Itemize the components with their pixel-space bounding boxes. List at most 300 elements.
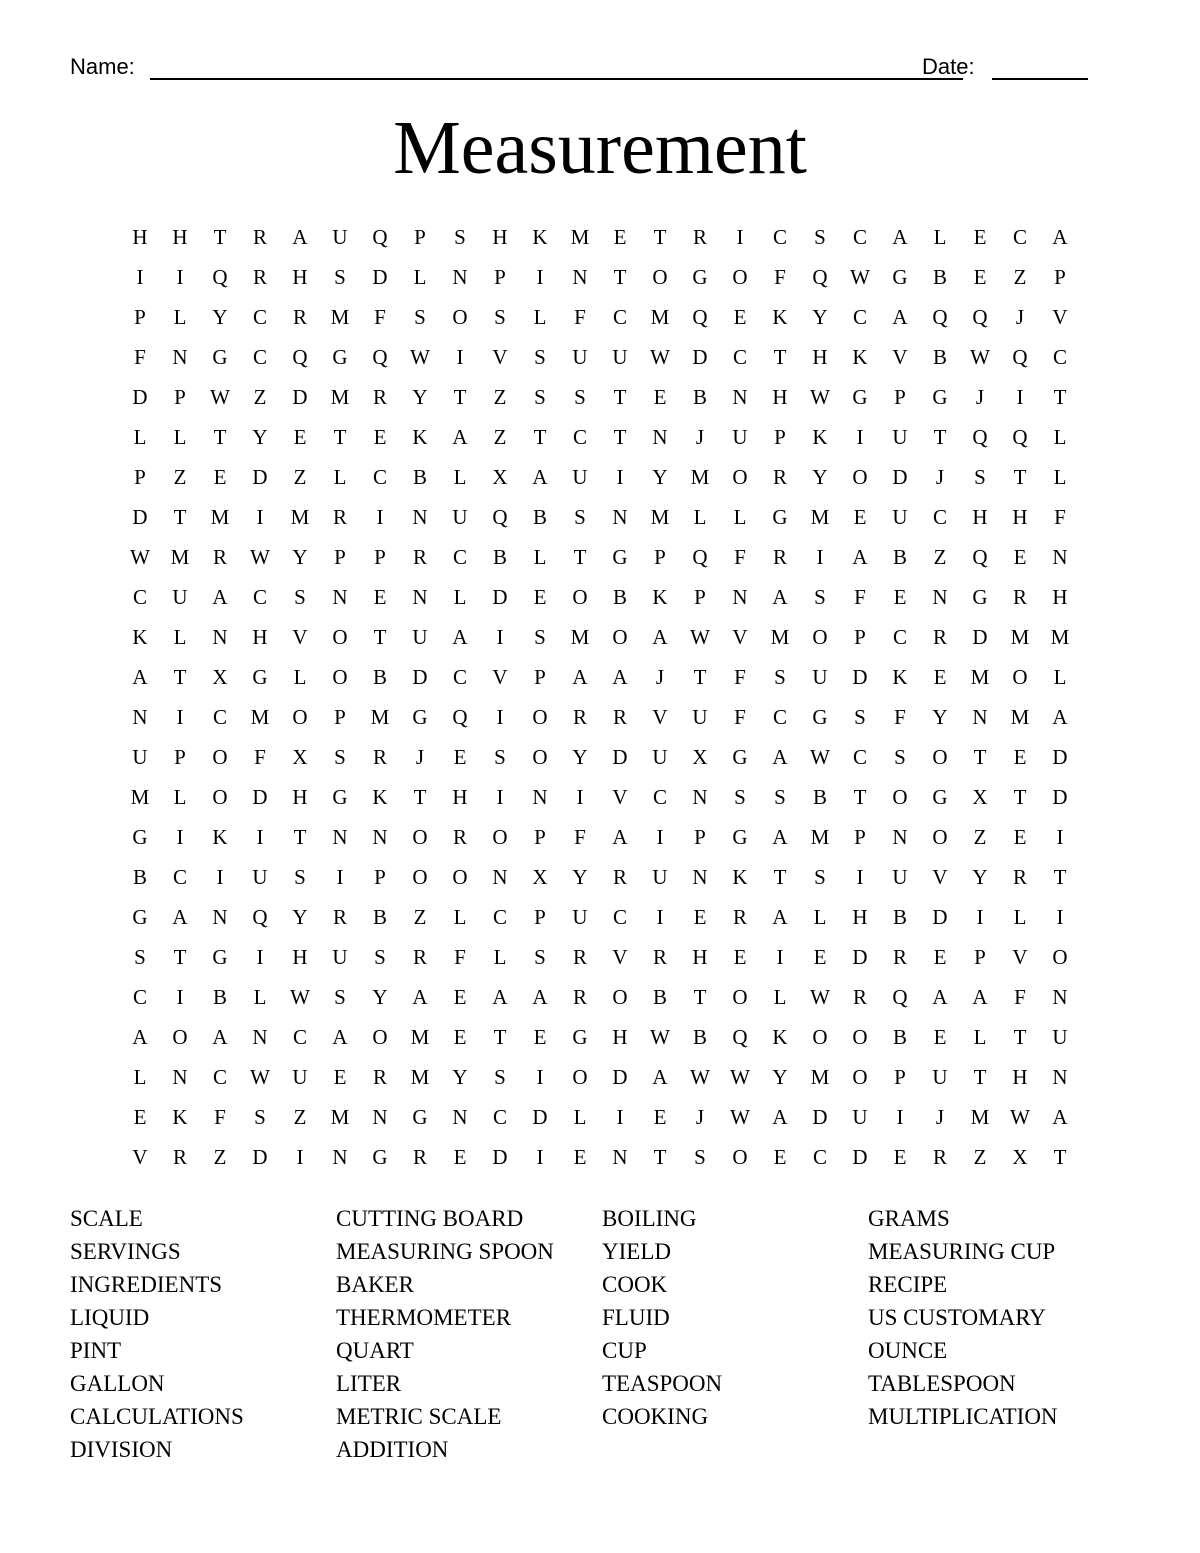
grid-letter: Q bbox=[1012, 345, 1028, 369]
grid-letter: G bbox=[892, 265, 908, 289]
grid-letter: Y bbox=[812, 305, 828, 329]
grid-letter: Z bbox=[173, 465, 187, 489]
grid-letter: G bbox=[252, 665, 268, 689]
grid-letter: Z bbox=[293, 1105, 307, 1129]
grid-letter: J bbox=[1015, 305, 1025, 329]
grid-letter: G bbox=[212, 945, 228, 969]
grid-letter: C bbox=[292, 1025, 307, 1049]
grid-letter: U bbox=[892, 425, 908, 449]
grid-letter: B bbox=[612, 585, 627, 609]
grid-letter: T bbox=[1053, 1145, 1067, 1169]
grid-letter: M bbox=[410, 1065, 430, 1089]
grid-letter: C bbox=[252, 585, 267, 609]
name-blank-line bbox=[150, 78, 963, 80]
grid-letter: E bbox=[453, 985, 467, 1009]
grid-letter: A bbox=[652, 625, 668, 649]
grid-letter: H bbox=[172, 225, 188, 249]
grid-letter: E bbox=[653, 1105, 667, 1129]
grid-letter: K bbox=[852, 345, 868, 369]
grid-letter: A bbox=[1052, 225, 1068, 249]
grid-letter: I bbox=[496, 705, 504, 729]
grid-letter: Y bbox=[572, 745, 588, 769]
grid-letter: B bbox=[652, 985, 667, 1009]
grid-letter: H bbox=[292, 785, 308, 809]
grid-letter: U bbox=[932, 1065, 948, 1089]
grid-letter: I bbox=[536, 265, 544, 289]
grid-letter: N bbox=[892, 825, 908, 849]
grid-letter: E bbox=[653, 385, 667, 409]
grid-letter: U bbox=[652, 865, 668, 889]
grid-letter: R bbox=[1012, 585, 1027, 609]
grid-letter: S bbox=[294, 585, 306, 609]
grid-letter: V bbox=[612, 945, 628, 969]
grid-letter: I bbox=[616, 1105, 624, 1129]
grid-letter: G bbox=[812, 705, 828, 729]
grid-letter: A bbox=[772, 745, 788, 769]
word-list-item: OUNCE bbox=[868, 1338, 948, 1363]
grid-letter: L bbox=[493, 945, 507, 969]
grid-letter: J bbox=[655, 665, 665, 689]
grid-letter: Y bbox=[652, 465, 668, 489]
grid-letter: D bbox=[492, 585, 508, 609]
grid-letter: C bbox=[252, 305, 267, 329]
grid-letter: E bbox=[373, 425, 387, 449]
grid-letter: S bbox=[414, 305, 426, 329]
grid-letter: B bbox=[892, 545, 907, 569]
grid-letter: C bbox=[772, 225, 787, 249]
grid-letter: V bbox=[652, 705, 668, 729]
grid-letter: K bbox=[132, 625, 148, 649]
date-label: Date: bbox=[922, 54, 975, 79]
grid-letter: L bbox=[533, 305, 547, 329]
grid-letter: D bbox=[852, 1145, 868, 1169]
grid-letter: P bbox=[974, 945, 986, 969]
grid-letter: Z bbox=[293, 465, 307, 489]
grid-letter: R bbox=[852, 985, 867, 1009]
grid-letter: L bbox=[1053, 465, 1067, 489]
grid-letter: H bbox=[492, 225, 508, 249]
grid-letter: N bbox=[212, 625, 228, 649]
grid-letter: P bbox=[414, 225, 426, 249]
grid-letter: M bbox=[570, 225, 590, 249]
grid-letter: O bbox=[452, 305, 468, 329]
grid-letter: C bbox=[492, 905, 507, 929]
grid-letter: R bbox=[412, 1145, 427, 1169]
word-list-item: GALLON bbox=[70, 1371, 165, 1396]
grid-letter: O bbox=[612, 625, 628, 649]
grid-letter: Q bbox=[732, 1025, 748, 1049]
grid-letter: L bbox=[693, 505, 707, 529]
grid-letter: B bbox=[372, 905, 387, 929]
grid-letter: O bbox=[532, 705, 548, 729]
grid-letter: W bbox=[250, 545, 270, 569]
grid-letter: R bbox=[372, 385, 387, 409]
grid-letter: D bbox=[852, 665, 868, 689]
grid-letter: B bbox=[812, 785, 827, 809]
grid-letter: E bbox=[693, 905, 707, 929]
word-list-item: SCALE bbox=[70, 1206, 143, 1231]
grid-letter: S bbox=[894, 745, 906, 769]
grid-letter: D bbox=[132, 505, 148, 529]
grid-letter: S bbox=[574, 385, 586, 409]
grid-letter: A bbox=[772, 825, 788, 849]
name-label: Name: bbox=[70, 54, 135, 79]
grid-letter: F bbox=[894, 705, 906, 729]
grid-letter: R bbox=[892, 945, 907, 969]
grid-letter: S bbox=[494, 1065, 506, 1089]
word-list-item: MEASURING SPOON bbox=[336, 1239, 554, 1264]
grid-letter: X bbox=[692, 745, 708, 769]
grid-row bbox=[120, 417, 1080, 457]
grid-letter: R bbox=[332, 905, 347, 929]
grid-row bbox=[120, 217, 1080, 257]
grid-letter: G bbox=[972, 585, 988, 609]
grid-letter: X bbox=[212, 665, 228, 689]
grid-row bbox=[120, 1017, 1080, 1057]
grid-letter: G bbox=[332, 345, 348, 369]
grid-row bbox=[120, 777, 1080, 817]
word-list-item: THERMOMETER bbox=[336, 1305, 512, 1330]
grid-letter: I bbox=[176, 705, 184, 729]
grid-letter: E bbox=[733, 945, 747, 969]
grid-letter: S bbox=[574, 505, 586, 529]
grid-letter: T bbox=[1013, 465, 1027, 489]
grid-letter: H bbox=[972, 505, 988, 529]
grid-letter: S bbox=[814, 225, 826, 249]
grid-letter: M bbox=[1010, 705, 1030, 729]
grid-letter: P bbox=[494, 265, 506, 289]
grid-letter: M bbox=[970, 665, 990, 689]
grid-letter: H bbox=[852, 905, 868, 929]
word-search-grid bbox=[120, 217, 1080, 1177]
grid-letter: L bbox=[333, 465, 347, 489]
grid-letter: V bbox=[932, 865, 948, 889]
grid-letter: Z bbox=[1013, 265, 1027, 289]
grid-row bbox=[120, 937, 1080, 977]
word-list-item: PINT bbox=[70, 1338, 122, 1363]
word-list-item: TEASPOON bbox=[602, 1371, 723, 1396]
grid-letter: E bbox=[973, 225, 987, 249]
grid-row bbox=[120, 617, 1080, 657]
grid-letter: A bbox=[612, 665, 628, 689]
word-list-item: YIELD bbox=[602, 1239, 671, 1264]
grid-letter: A bbox=[572, 665, 588, 689]
grid-letter: N bbox=[572, 265, 588, 289]
grid-letter: T bbox=[653, 225, 667, 249]
grid-letter: Q bbox=[892, 985, 908, 1009]
grid-letter: I bbox=[776, 945, 784, 969]
grid-letter: D bbox=[492, 1145, 508, 1169]
grid-letter: T bbox=[173, 665, 187, 689]
grid-letter: L bbox=[1053, 425, 1067, 449]
grid-letter: Q bbox=[372, 345, 388, 369]
grid-letter: O bbox=[732, 985, 748, 1009]
grid-letter: U bbox=[572, 345, 588, 369]
grid-letter: C bbox=[212, 1065, 227, 1089]
grid-letter: O bbox=[212, 745, 228, 769]
grid-letter: K bbox=[772, 1025, 788, 1049]
grid-letter: E bbox=[453, 745, 467, 769]
grid-letter: P bbox=[854, 825, 866, 849]
grid-letter: I bbox=[336, 865, 344, 889]
grid-letter: P bbox=[174, 385, 186, 409]
grid-letter: O bbox=[652, 265, 668, 289]
grid-row bbox=[120, 297, 1080, 337]
grid-letter: O bbox=[852, 1025, 868, 1049]
grid-letter: C bbox=[132, 585, 147, 609]
grid-letter: E bbox=[933, 665, 947, 689]
grid-letter: R bbox=[772, 545, 787, 569]
grid-letter: O bbox=[612, 985, 628, 1009]
grid-letter: O bbox=[932, 745, 948, 769]
grid-letter: W bbox=[730, 1105, 750, 1129]
grid-row bbox=[120, 377, 1080, 417]
grid-row bbox=[120, 697, 1080, 737]
word-list-item: DIVISION bbox=[70, 1437, 173, 1462]
grid-letter: N bbox=[172, 345, 188, 369]
grid-letter: M bbox=[690, 465, 710, 489]
grid-letter: E bbox=[533, 1025, 547, 1049]
grid-letter: E bbox=[973, 265, 987, 289]
grid-letter: M bbox=[210, 505, 230, 529]
grid-letter: P bbox=[374, 865, 386, 889]
grid-letter: Z bbox=[933, 545, 947, 569]
grid-letter: Y bbox=[372, 985, 388, 1009]
grid-letter: U bbox=[332, 225, 348, 249]
grid-row bbox=[120, 497, 1080, 537]
grid-letter: T bbox=[1053, 865, 1067, 889]
grid-letter: S bbox=[534, 385, 546, 409]
grid-letter: I bbox=[256, 825, 264, 849]
grid-letter: D bbox=[852, 945, 868, 969]
grid-letter: T bbox=[173, 505, 187, 529]
grid-letter: B bbox=[492, 545, 507, 569]
grid-letter: L bbox=[253, 985, 267, 1009]
grid-letter: L bbox=[133, 1065, 147, 1089]
grid-letter: N bbox=[332, 825, 348, 849]
grid-letter: R bbox=[932, 1145, 947, 1169]
grid-letter: C bbox=[172, 865, 187, 889]
grid-letter: T bbox=[333, 425, 347, 449]
grid-letter: W bbox=[290, 985, 310, 1009]
grid-letter: G bbox=[612, 545, 628, 569]
grid-letter: H bbox=[252, 625, 268, 649]
grid-letter: R bbox=[732, 905, 747, 929]
grid-letter: F bbox=[1054, 505, 1066, 529]
grid-letter: C bbox=[892, 625, 907, 649]
grid-letter: B bbox=[932, 265, 947, 289]
grid-letter: E bbox=[453, 1025, 467, 1049]
grid-letter: A bbox=[972, 985, 988, 1009]
grid-letter: H bbox=[1012, 1065, 1028, 1089]
grid-letter: W bbox=[650, 1025, 670, 1049]
grid-letter: U bbox=[892, 505, 908, 529]
grid-letter: O bbox=[732, 265, 748, 289]
grid-letter: S bbox=[494, 745, 506, 769]
grid-letter: A bbox=[852, 545, 868, 569]
grid-letter: T bbox=[1013, 1025, 1027, 1049]
grid-letter: Q bbox=[1012, 425, 1028, 449]
grid-letter: E bbox=[1013, 825, 1027, 849]
grid-letter: L bbox=[773, 985, 787, 1009]
grid-letter: C bbox=[812, 1145, 827, 1169]
grid-letter: A bbox=[932, 985, 948, 1009]
word-list-item: BOILING bbox=[602, 1206, 697, 1231]
grid-letter: L bbox=[533, 545, 547, 569]
grid-letter: E bbox=[933, 1025, 947, 1049]
grid-letter: I bbox=[656, 825, 664, 849]
word-list-item: RECIPE bbox=[868, 1272, 948, 1297]
grid-letter: J bbox=[975, 385, 985, 409]
grid-letter: U bbox=[572, 465, 588, 489]
grid-letter: U bbox=[652, 745, 668, 769]
grid-letter: M bbox=[650, 505, 670, 529]
grid-letter: F bbox=[1014, 985, 1026, 1009]
grid-letter: S bbox=[334, 745, 346, 769]
grid-letter: E bbox=[533, 585, 547, 609]
grid-letter: M bbox=[770, 625, 790, 649]
grid-letter: F bbox=[454, 945, 466, 969]
grid-letter: M bbox=[570, 625, 590, 649]
grid-letter: V bbox=[292, 625, 308, 649]
grid-letter: U bbox=[1052, 1025, 1068, 1049]
grid-letter: T bbox=[373, 625, 387, 649]
grid-letter: K bbox=[812, 425, 828, 449]
grid-letter: C bbox=[852, 305, 867, 329]
grid-letter: E bbox=[1013, 545, 1027, 569]
grid-letter: A bbox=[332, 1025, 348, 1049]
grid-letter: P bbox=[894, 1065, 906, 1089]
grid-letter: C bbox=[732, 345, 747, 369]
grid-letter: E bbox=[933, 945, 947, 969]
grid-letter: A bbox=[772, 585, 788, 609]
grid-letter: L bbox=[453, 585, 467, 609]
grid-letter: G bbox=[132, 825, 148, 849]
word-list-item: MULTIPLICATION bbox=[868, 1404, 1058, 1429]
grid-letter: T bbox=[173, 945, 187, 969]
grid-letter: G bbox=[412, 1105, 428, 1129]
grid-letter: E bbox=[333, 1065, 347, 1089]
grid-letter: T bbox=[613, 385, 627, 409]
grid-letter: Z bbox=[253, 385, 267, 409]
grid-letter: T bbox=[773, 345, 787, 369]
grid-letter: O bbox=[812, 1025, 828, 1049]
grid-letter: Z bbox=[413, 905, 427, 929]
grid-letter: Q bbox=[692, 305, 708, 329]
grid-letter: P bbox=[534, 665, 546, 689]
grid-letter: A bbox=[1052, 705, 1068, 729]
grid-letter: R bbox=[252, 265, 267, 289]
grid-letter: K bbox=[732, 865, 748, 889]
grid-letter: G bbox=[732, 745, 748, 769]
grid-letter: R bbox=[572, 985, 587, 1009]
word-list-item: GRAMS bbox=[868, 1206, 950, 1231]
grid-letter: W bbox=[850, 265, 870, 289]
grid-letter: T bbox=[933, 425, 947, 449]
grid-letter: I bbox=[1056, 825, 1064, 849]
grid-letter: R bbox=[452, 825, 467, 849]
grid-letter: F bbox=[214, 1105, 226, 1129]
date-blank-line bbox=[992, 78, 1088, 80]
grid-letter: N bbox=[612, 1145, 628, 1169]
grid-letter: L bbox=[293, 665, 307, 689]
grid-letter: W bbox=[690, 1065, 710, 1089]
grid-letter: S bbox=[294, 865, 306, 889]
grid-letter: N bbox=[932, 585, 948, 609]
grid-letter: P bbox=[374, 545, 386, 569]
grid-letter: K bbox=[412, 425, 428, 449]
grid-letter: R bbox=[572, 705, 587, 729]
grid-letter: I bbox=[256, 505, 264, 529]
grid-letter: L bbox=[1013, 905, 1027, 929]
grid-letter: I bbox=[176, 985, 184, 1009]
grid-letter: G bbox=[732, 825, 748, 849]
grid-letter: W bbox=[810, 385, 830, 409]
grid-letter: I bbox=[816, 545, 824, 569]
grid-letter: C bbox=[212, 705, 227, 729]
grid-letter: G bbox=[372, 1145, 388, 1169]
grid-letter: I bbox=[896, 1105, 904, 1129]
grid-letter: R bbox=[572, 945, 587, 969]
grid-letter: O bbox=[492, 825, 508, 849]
grid-letter: I bbox=[256, 945, 264, 969]
word-list-item: CALCULATIONS bbox=[70, 1404, 244, 1429]
grid-letter: J bbox=[695, 425, 705, 449]
grid-letter: T bbox=[293, 825, 307, 849]
grid-letter: O bbox=[212, 785, 228, 809]
grid-letter: R bbox=[412, 945, 427, 969]
grid-letter: A bbox=[132, 1025, 148, 1049]
grid-letter: S bbox=[734, 785, 746, 809]
grid-row bbox=[120, 817, 1080, 857]
grid-letter: B bbox=[132, 865, 147, 889]
grid-letter: F bbox=[134, 345, 146, 369]
grid-letter: M bbox=[810, 1065, 830, 1089]
grid-letter: C bbox=[1052, 345, 1067, 369]
grid-letter: P bbox=[534, 905, 546, 929]
grid-letter: E bbox=[733, 305, 747, 329]
grid-letter: S bbox=[774, 785, 786, 809]
grid-letter: T bbox=[613, 425, 627, 449]
grid-letter: D bbox=[972, 625, 988, 649]
grid-letter: D bbox=[532, 1105, 548, 1129]
grid-row bbox=[120, 897, 1080, 937]
grid-letter: T bbox=[573, 545, 587, 569]
grid-letter: S bbox=[534, 345, 546, 369]
grid-letter: P bbox=[534, 825, 546, 849]
grid-letter: A bbox=[172, 905, 188, 929]
grid-letter: M bbox=[1050, 625, 1070, 649]
grid-letter: L bbox=[973, 1025, 987, 1049]
grid-letter: S bbox=[134, 945, 146, 969]
grid-letter: A bbox=[892, 225, 908, 249]
grid-letter: G bbox=[212, 345, 228, 369]
grid-letter: R bbox=[652, 945, 667, 969]
grid-letter: G bbox=[412, 705, 428, 729]
grid-letter: J bbox=[935, 465, 945, 489]
grid-letter: R bbox=[212, 545, 227, 569]
grid-letter: O bbox=[1052, 945, 1068, 969]
grid-letter: N bbox=[452, 1105, 468, 1129]
grid-letter: H bbox=[132, 225, 148, 249]
grid-letter: M bbox=[130, 785, 150, 809]
grid-letter: M bbox=[970, 1105, 990, 1129]
grid-letter: H bbox=[692, 945, 708, 969]
grid-letter: E bbox=[853, 505, 867, 529]
grid-letter: E bbox=[613, 225, 627, 249]
grid-letter: A bbox=[412, 985, 428, 1009]
grid-letter: N bbox=[452, 265, 468, 289]
